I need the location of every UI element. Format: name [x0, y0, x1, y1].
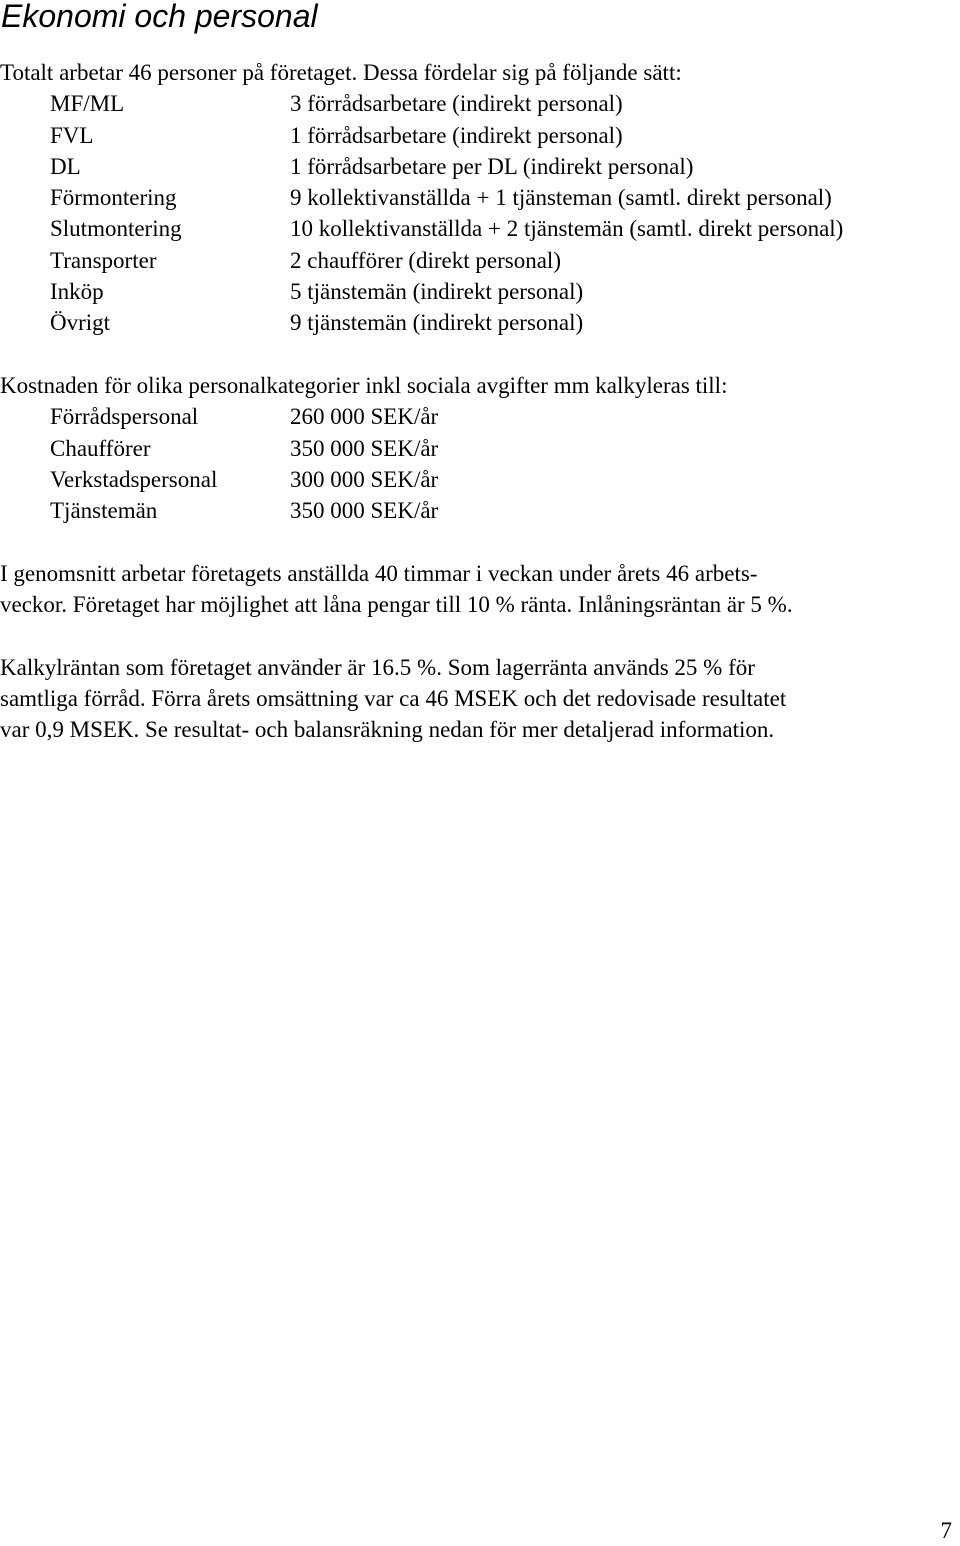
cost-table [0, 401, 960, 526]
cost-category: Tjänstemän [50, 498, 158, 524]
staff-row [0, 120, 960, 151]
document-body [0, 57, 960, 746]
staff-row [0, 245, 960, 276]
cost-category: Förrådspersonal [50, 404, 199, 430]
staff-count: 5 tjänstemän (indirekt personal) [290, 279, 584, 305]
paragraph-line: samtliga förråd. Förra årets omsättning var ca 46 MSEK och det redovisade resultatet [0, 685, 787, 711]
rates-paragraph [0, 652, 960, 746]
staff-count: 1 förrådsarbetare per DL (indirekt personal) [290, 153, 694, 179]
cost-amount: 260 000 SEK/år [290, 404, 439, 430]
paragraph-gap [0, 339, 960, 370]
cost-amount: 350 000 SEK/år [290, 498, 439, 524]
staff-row [0, 88, 960, 119]
staff-department: DL [50, 153, 81, 179]
cost-amount: 350 000 SEK/år [290, 435, 439, 461]
staff-row [0, 182, 960, 213]
staff-row [0, 151, 960, 182]
paragraph-line: I genomsnitt arbetar företagets anställda 40 timmar i veckan under årets 46 arbets- [0, 560, 758, 586]
paragraph-gap [0, 620, 960, 651]
cost-amount: 300 000 SEK/år [290, 466, 439, 492]
staff-department: Inköp [50, 279, 104, 305]
staff-row [0, 307, 960, 338]
staff-department: Slutmontering [50, 216, 182, 242]
hours-paragraph [0, 558, 960, 621]
staff-table [0, 88, 960, 338]
paragraph-line: veckor. Företaget har möjlighet att låna pengar till 10 % ränta. Inlåningsräntan är 5 %. [0, 592, 793, 618]
staff-row [0, 213, 960, 244]
cost-row [0, 495, 960, 526]
intro-text: Totalt arbetar 46 personer på företaget. Dessa fördelar sig på följande sätt: [0, 60, 682, 85]
paragraph-line: var 0,9 MSEK. Se resultat- och balansräkning nedan för mer detaljerad information. [0, 717, 775, 743]
staff-department: Övrigt [50, 310, 111, 336]
staff-department: MF/ML [50, 91, 125, 117]
cost-category: Verkstadspersonal [50, 466, 218, 492]
staff-row [0, 276, 960, 307]
paragraph-gap [0, 526, 960, 557]
cost-category: Chaufförer [50, 435, 151, 461]
staff-count: 3 förrådsarbetare (indirekt personal) [290, 91, 623, 117]
cost-row [0, 401, 960, 432]
staff-count: 2 chaufförer (direkt personal) [290, 247, 561, 273]
staff-department: FVL [50, 122, 94, 148]
staff-department: Transporter [50, 247, 157, 273]
cost-intro-text: Kostnaden för olika personalkategorier inkl sociala avgifter mm kalkyleras till: [0, 372, 728, 398]
page-heading: Ekonomi och personal [1, 0, 318, 34]
staff-count: 9 kollektivanställda + 1 tjänsteman (samtl. direkt personal) [290, 185, 832, 211]
cost-row [0, 464, 960, 495]
staff-count: 1 förrådsarbetare (indirekt personal) [290, 122, 623, 148]
page-number: 7 [940, 1518, 952, 1543]
staff-department: Förmontering [50, 185, 177, 211]
staff-count: 10 kollektivanställda + 2 tjänstemän (samtl. direkt personal) [290, 216, 844, 242]
staff-count: 9 tjänstemän (indirekt personal) [290, 310, 584, 336]
cost-row [0, 433, 960, 464]
paragraph-line: Kalkylräntan som företaget använder är 16.5 %. Som lagerränta används 25 % för [0, 654, 755, 680]
